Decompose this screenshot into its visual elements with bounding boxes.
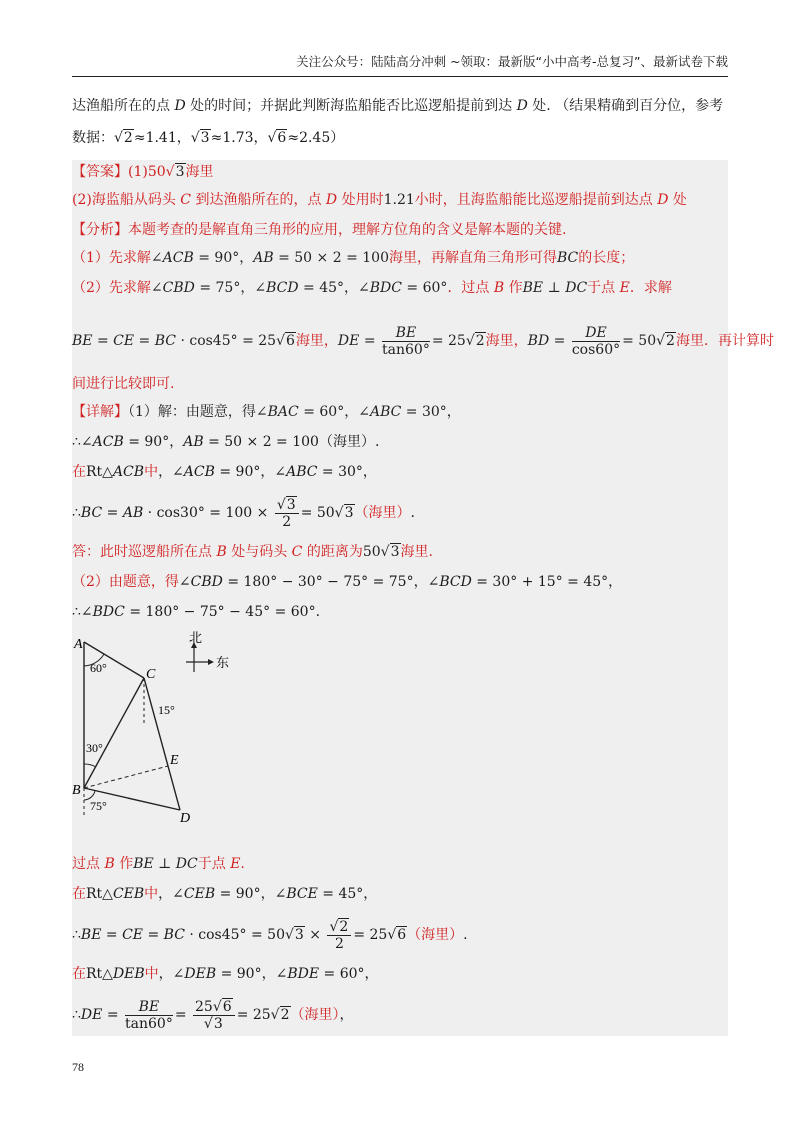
detail-tag: 【详解】 [72, 404, 128, 420]
detail-line-10: ∴BE = CE = BC · cos45° = 50√3 × $\frac{√2}{2}$ = 25√6（海里）. [72, 918, 468, 952]
analysis-intro-text: 本题考查的是解直角三角形的应用，理解方位角的含义是解本题的关键. [128, 222, 567, 238]
detail-line-2: ∴∠ACB = 90°，AB = 50 × 2 = 100（海里）. [72, 434, 380, 450]
line-be [84, 766, 168, 788]
detail-line-5: 答：此时巡逻船所在点 B 处与码头 C 的距离为50√3海里. [72, 544, 433, 560]
angle-15: 15° [158, 703, 175, 717]
detail-line-9: 在Rt△CEB中，∠CEB = 90°，∠BCE = 45°， [72, 886, 378, 902]
label-e: E [170, 753, 179, 768]
detail-line-7: ∴∠BDC = 180° − 75° − 45° = 60°. [72, 604, 321, 620]
answer-part-2: (2)海监船从码头 C 到达渔船所在的，点 D 处用时1.21小时，且海监船能比巡逻船提前到达点 D 处 [72, 192, 687, 208]
label-d: D [180, 811, 191, 826]
question-line-2: 数据：√2≈1.41，√3≈1.73，√6≈2.45） [72, 130, 345, 146]
analysis-step-1: （1）先求解∠ACB = 90°，AB = 50 × 2 = 100海里，再解直角三角形可得BC的长度； [72, 250, 635, 266]
detail-line-11: 在Rt△DEB中，∠DEB = 90°，∠BDE = 60°， [72, 966, 379, 982]
analysis-tag: 【分析】 [72, 222, 128, 238]
line-cd [144, 678, 180, 810]
angle-arc-b [84, 764, 96, 767]
angle-60: 60° [90, 661, 107, 675]
line-bc [84, 678, 144, 788]
detail-line-12: ∴DE = $\frac{BE}{\tan 60^\circ}$ = $\frac{25√6}{√3}$ = 25√2（海里）， [72, 998, 354, 1032]
compass-east: 东 [216, 655, 230, 670]
answer-tag: 【答案】 [72, 164, 128, 180]
geometry-figure [72, 628, 252, 828]
compass-icon [186, 630, 229, 672]
analysis-step-2: （2）先求解∠CBD = 75°，∠BCD = 45°，∠BDC = 60°．过点 B 作BE ⊥ DC于点 E．求解 [72, 280, 672, 296]
question-line-1: 达渔船所在的点 D 处的时间；并据此判断海监船能否比巡逻船提前到达 D 处. （结果精确到百分位，参考 [72, 98, 724, 114]
detail-line-4: ∴BC = AB · cos30° = 100 × $\frac{√3}{2}$ = 50√3（海里）. [72, 496, 415, 530]
detail-line-3: 在Rt△ACB中，∠ACB = 90°，∠ABC = 30°， [72, 464, 377, 480]
analysis-intro [72, 220, 728, 240]
label-b: B [72, 783, 81, 798]
angle-75: 75° [90, 799, 107, 813]
label-a: A [74, 637, 83, 652]
detail-line-6: （2）由题意，得∠CBD = 180° − 30° − 75° = 75°，∠BCD = 30° + 15° = 45°， [72, 574, 623, 590]
answer-part-1: 【答案】(1)50√3海里 [72, 164, 214, 180]
detail-line-8: 过点 B 作BE ⊥ DC于点 E. [72, 856, 245, 872]
compass-north: 北 [189, 630, 203, 645]
page-header: 关注公众号：陆陆高分冲刺 ~领取：最新版“小中高考-总复习”、最新试卷下载 [72, 52, 728, 77]
analysis-tail: 间进行比较即可. [72, 376, 175, 392]
label-c: C [146, 667, 156, 682]
analysis-formula: BE = CE = BC · cos45° = 25√6海里，DE = $\frac{BE}{\tan 60^\circ}$ = 25√2海里，BD = $\frac{DE}{\cos 60^\circ}$ = 50√2海里．再计算时 [72, 324, 774, 358]
angle-30: 30° [86, 741, 103, 755]
page-number: 78 [72, 1060, 84, 1074]
detail-line-1: 【详解】（1）解：由题意，得∠BAC = 60°，∠ABC = 30°， [72, 404, 461, 420]
